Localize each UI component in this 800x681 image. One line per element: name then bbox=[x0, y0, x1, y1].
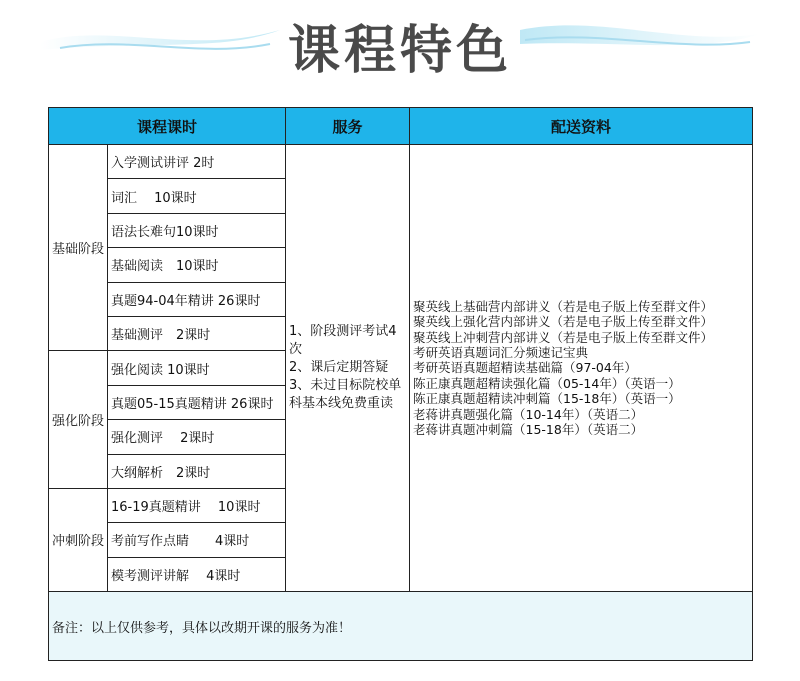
header-materials: 配送资料 bbox=[410, 108, 753, 145]
course-item: 16-19真题精讲 10课时 bbox=[108, 488, 286, 522]
course-item: 真题94-04年精讲 26课时 bbox=[108, 282, 286, 316]
service-cell bbox=[286, 145, 410, 592]
material-line: 考研英语真题词汇分频速记宝典 bbox=[413, 344, 589, 360]
course-item: 词汇 10课时 bbox=[108, 179, 286, 213]
stage-sprint: 冲刺阶段 bbox=[49, 488, 108, 591]
course-item: 模考测评讲解 4课时 bbox=[108, 557, 286, 591]
table-row bbox=[49, 145, 753, 179]
material-line: 老蒋讲真题强化篇（10-14年）（英语二） bbox=[413, 406, 644, 422]
material-line: 老蒋讲真题冲刺篇（15-18年）（英语二） bbox=[413, 421, 644, 437]
materials-cell bbox=[410, 145, 753, 592]
note-text: 备注：以上仅供参考，具体以改期开课的服务为准！ bbox=[49, 592, 753, 661]
course-item: 基础阅读 10课时 bbox=[108, 248, 286, 282]
course-item: 大纲解析 2课时 bbox=[108, 454, 286, 488]
course-item: 强化测评 2课时 bbox=[108, 420, 286, 454]
stage-basic: 基础阶段 bbox=[49, 145, 108, 351]
material-line: 陈正康真题超精读强化篇（05-14年）（英语一） bbox=[413, 375, 681, 391]
service-line: 2、课后定期答疑 bbox=[289, 360, 389, 376]
service-line: 3、未过目标院校单科基本线免费重读 bbox=[289, 378, 402, 412]
course-item: 考前写作点睛 4课时 bbox=[108, 523, 286, 557]
header-row bbox=[49, 108, 753, 145]
course-item: 真题05-15真题精讲 26课时 bbox=[108, 385, 286, 419]
page-title: 课程特色 bbox=[287, 21, 512, 81]
material-line: 聚英线上冲刺营内部讲义（若是电子版上传至群文件） bbox=[413, 329, 714, 345]
title-banner bbox=[0, 0, 800, 90]
material-line: 陈正康真题超精读冲刺篇（15-18年）（英语一） bbox=[413, 391, 681, 407]
material-line: 考研英语真题超精读基础篇（97-04年） bbox=[413, 360, 637, 376]
course-item: 基础测评 2课时 bbox=[108, 316, 286, 350]
course-item: 强化阅读 10课时 bbox=[108, 351, 286, 385]
header-course-hours: 课程课时 bbox=[49, 108, 286, 145]
header-service: 服务 bbox=[286, 108, 410, 145]
course-item: 入学测试讲评 2时 bbox=[108, 145, 286, 179]
note-row bbox=[49, 592, 753, 661]
material-line: 聚英线上基础营内部讲义（若是电子版上传至群文件） bbox=[413, 298, 714, 314]
material-line: 聚英线上强化营内部讲义（若是电子版上传至群文件） bbox=[413, 314, 714, 330]
stage-intensive: 强化阶段 bbox=[49, 351, 108, 489]
course-table bbox=[48, 107, 753, 661]
course-item: 语法长难句10课时 bbox=[108, 213, 286, 247]
service-line: 1、阶段测评考试4次 bbox=[289, 324, 397, 358]
